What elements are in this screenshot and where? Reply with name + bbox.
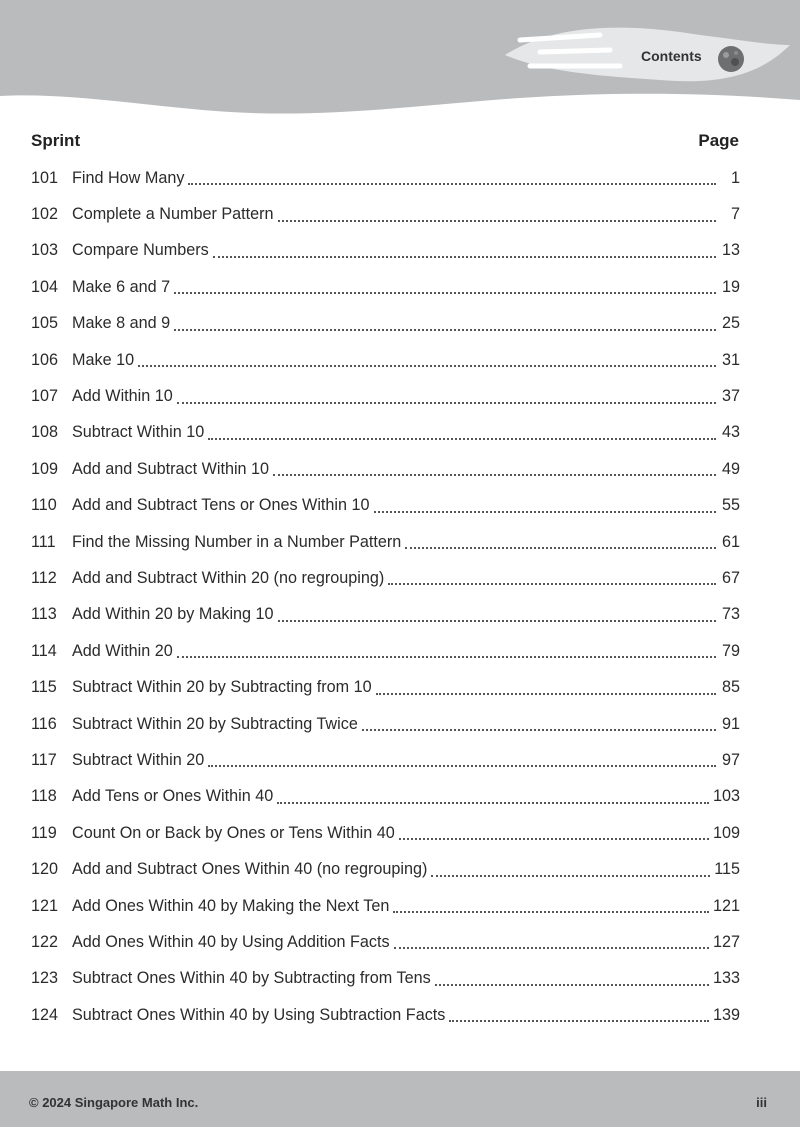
toc-entry: [31, 160, 740, 196]
page-ref: 79: [721, 641, 740, 660]
page-ref: 19: [721, 277, 740, 296]
page-ref: 25: [721, 314, 740, 333]
sprint-title: Subtract Within 20: [72, 750, 205, 769]
page-ref: 139: [712, 1005, 740, 1024]
page-ref: 127: [712, 932, 740, 951]
page-ref: 67: [721, 568, 740, 587]
sprint-title: Subtract Within 10: [72, 423, 205, 442]
toc-entry: [31, 888, 740, 924]
dot-leader: [273, 474, 716, 476]
page-ref: 1: [730, 168, 740, 187]
dot-leader: [177, 656, 716, 658]
sprint-number: 120: [31, 860, 59, 879]
sprint-number: 102: [31, 205, 59, 224]
sprint-title: Find the Missing Number in a Number Pattern: [72, 532, 402, 551]
sprint-title: Complete a Number Pattern: [72, 205, 274, 224]
sprint-number: 103: [31, 241, 59, 260]
dot-leader: [388, 583, 716, 585]
sprint-number: 106: [31, 350, 59, 369]
page-ref: 37: [721, 387, 740, 406]
dot-leader: [431, 875, 710, 877]
sprint-number: 111: [31, 532, 56, 551]
sprint-number: 114: [31, 641, 57, 660]
sprint-title: Add Ones Within 40 by Using Addition Facts: [72, 932, 390, 951]
page-ref: 103: [712, 787, 740, 806]
sprint-title: Compare Numbers: [72, 241, 209, 260]
toc-entry: [31, 488, 740, 524]
page-ref: 121: [712, 896, 740, 915]
sprint-number: 110: [31, 496, 57, 515]
dot-leader: [278, 620, 716, 622]
sprint-title: Add and Subtract Within 10: [72, 459, 270, 478]
sprint-number: 116: [31, 714, 57, 733]
sprint-title: Subtract Ones Within 40 by Subtracting from Tens: [72, 969, 431, 988]
page-ref: 61: [721, 532, 740, 551]
page-ref: 109: [712, 823, 740, 842]
page-number: iii: [756, 1095, 767, 1110]
toc-entry: [31, 851, 740, 887]
sprint-title: Count On or Back by Ones or Tens Within 40: [72, 823, 395, 842]
sprint-title: Add and Subtract Tens or Ones Within 10: [72, 496, 370, 515]
sprint-title: Add and Subtract Ones Within 40 (no regrouping): [72, 860, 428, 879]
toc-entry: [31, 196, 740, 232]
dot-leader: [188, 183, 716, 185]
sprint-title: Subtract Within 20 by Subtracting from 10: [72, 678, 372, 697]
dot-leader: [405, 547, 716, 549]
toc-entry: [31, 378, 740, 414]
sprint-title: Make 10: [72, 350, 135, 369]
toc-entry: [31, 997, 740, 1033]
sprint-title: Add and Subtract Within 20 (no regrouping): [72, 568, 385, 587]
page-column-header: Page: [698, 131, 739, 150]
toc-entry: [31, 633, 740, 669]
toc-entry: [31, 597, 740, 633]
sprint-title: Make 6 and 7: [72, 277, 171, 296]
page-ref: 49: [721, 459, 740, 478]
toc-entry: [31, 269, 740, 305]
dot-leader: [362, 729, 716, 731]
toc-entry: [31, 742, 740, 778]
toc-entry: [31, 815, 740, 851]
toc-entry: [31, 669, 740, 705]
page-ref: 115: [714, 860, 740, 879]
sprint-number: 119: [31, 823, 57, 842]
sprint-number: 105: [31, 314, 59, 333]
sprint-title: Subtract Ones Within 40 by Using Subtraction Facts: [72, 1005, 446, 1024]
sprint-title: Add Within 20 by Making 10: [72, 605, 274, 624]
sprint-title: Add Tens or Ones Within 40: [72, 787, 274, 806]
footer-bar: [0, 1071, 800, 1127]
sprint-number: 101: [31, 168, 59, 187]
page-ref: 85: [721, 678, 740, 697]
sprint-number: 109: [31, 459, 59, 478]
page-ref: 55: [721, 496, 740, 515]
sprint-number: 113: [31, 605, 57, 624]
contents-label: Contents: [641, 48, 702, 64]
toc-entry: [31, 706, 740, 742]
sprint-column-header: Sprint: [31, 131, 81, 150]
toc-entry: [31, 524, 740, 560]
dot-leader: [213, 256, 716, 258]
comet-icon: [716, 44, 746, 74]
dot-leader: [277, 802, 709, 804]
toc-entry: [31, 779, 740, 815]
sprint-title: Add Within 10: [72, 387, 173, 406]
sprint-number: 115: [31, 678, 57, 697]
sprint-number: 107: [31, 387, 59, 406]
page-ref: 133: [712, 969, 740, 988]
toc-entry: [31, 451, 740, 487]
toc-entry: [31, 415, 740, 451]
sprint-number: 104: [31, 277, 59, 296]
dot-leader: [393, 911, 709, 913]
sprint-number: 112: [31, 568, 57, 587]
sprint-number: 117: [31, 750, 57, 769]
dot-leader: [138, 365, 716, 367]
page-ref: 97: [721, 750, 740, 769]
toc-entry: [31, 924, 740, 960]
dot-leader: [376, 693, 716, 695]
sprint-title: Subtract Within 20 by Subtracting Twice: [72, 714, 358, 733]
page-ref: 13: [721, 241, 740, 260]
dot-leader: [374, 511, 716, 513]
dot-leader: [208, 438, 716, 440]
toc-entry: [31, 233, 740, 269]
sprint-number: 123: [31, 969, 59, 988]
header-wave-band: [0, 0, 800, 130]
sprint-title: Make 8 and 9: [72, 314, 171, 333]
dot-leader: [278, 220, 716, 222]
copyright-text: © 2024 Singapore Math Inc.: [29, 1095, 199, 1110]
sprint-title: Add Ones Within 40 by Making the Next Ten: [72, 896, 390, 915]
page-ref: 73: [721, 605, 740, 624]
dot-leader: [435, 984, 709, 986]
page-ref: 43: [721, 423, 740, 442]
sprint-title: Find How Many: [72, 168, 185, 187]
toc-entry: [31, 342, 740, 378]
page-ref: 7: [730, 205, 740, 224]
table-of-contents: [31, 160, 740, 1033]
toc-entry: [31, 306, 740, 342]
sprint-number: 108: [31, 423, 59, 442]
page-ref: 91: [721, 714, 740, 733]
dot-leader: [174, 329, 716, 331]
sprint-number: 118: [31, 787, 57, 806]
dot-leader: [394, 947, 709, 949]
sprint-title: Add Within 20: [72, 641, 173, 660]
dot-leader: [208, 765, 716, 767]
dot-leader: [399, 838, 709, 840]
page-ref: 31: [721, 350, 740, 369]
sprint-number: 121: [31, 896, 59, 915]
dot-leader: [177, 402, 716, 404]
sprint-number: 124: [31, 1005, 59, 1024]
toc-entry: [31, 961, 740, 997]
dot-leader: [449, 1020, 709, 1022]
dot-leader: [174, 292, 716, 294]
sprint-number: 122: [31, 932, 59, 951]
toc-entry: [31, 560, 740, 596]
